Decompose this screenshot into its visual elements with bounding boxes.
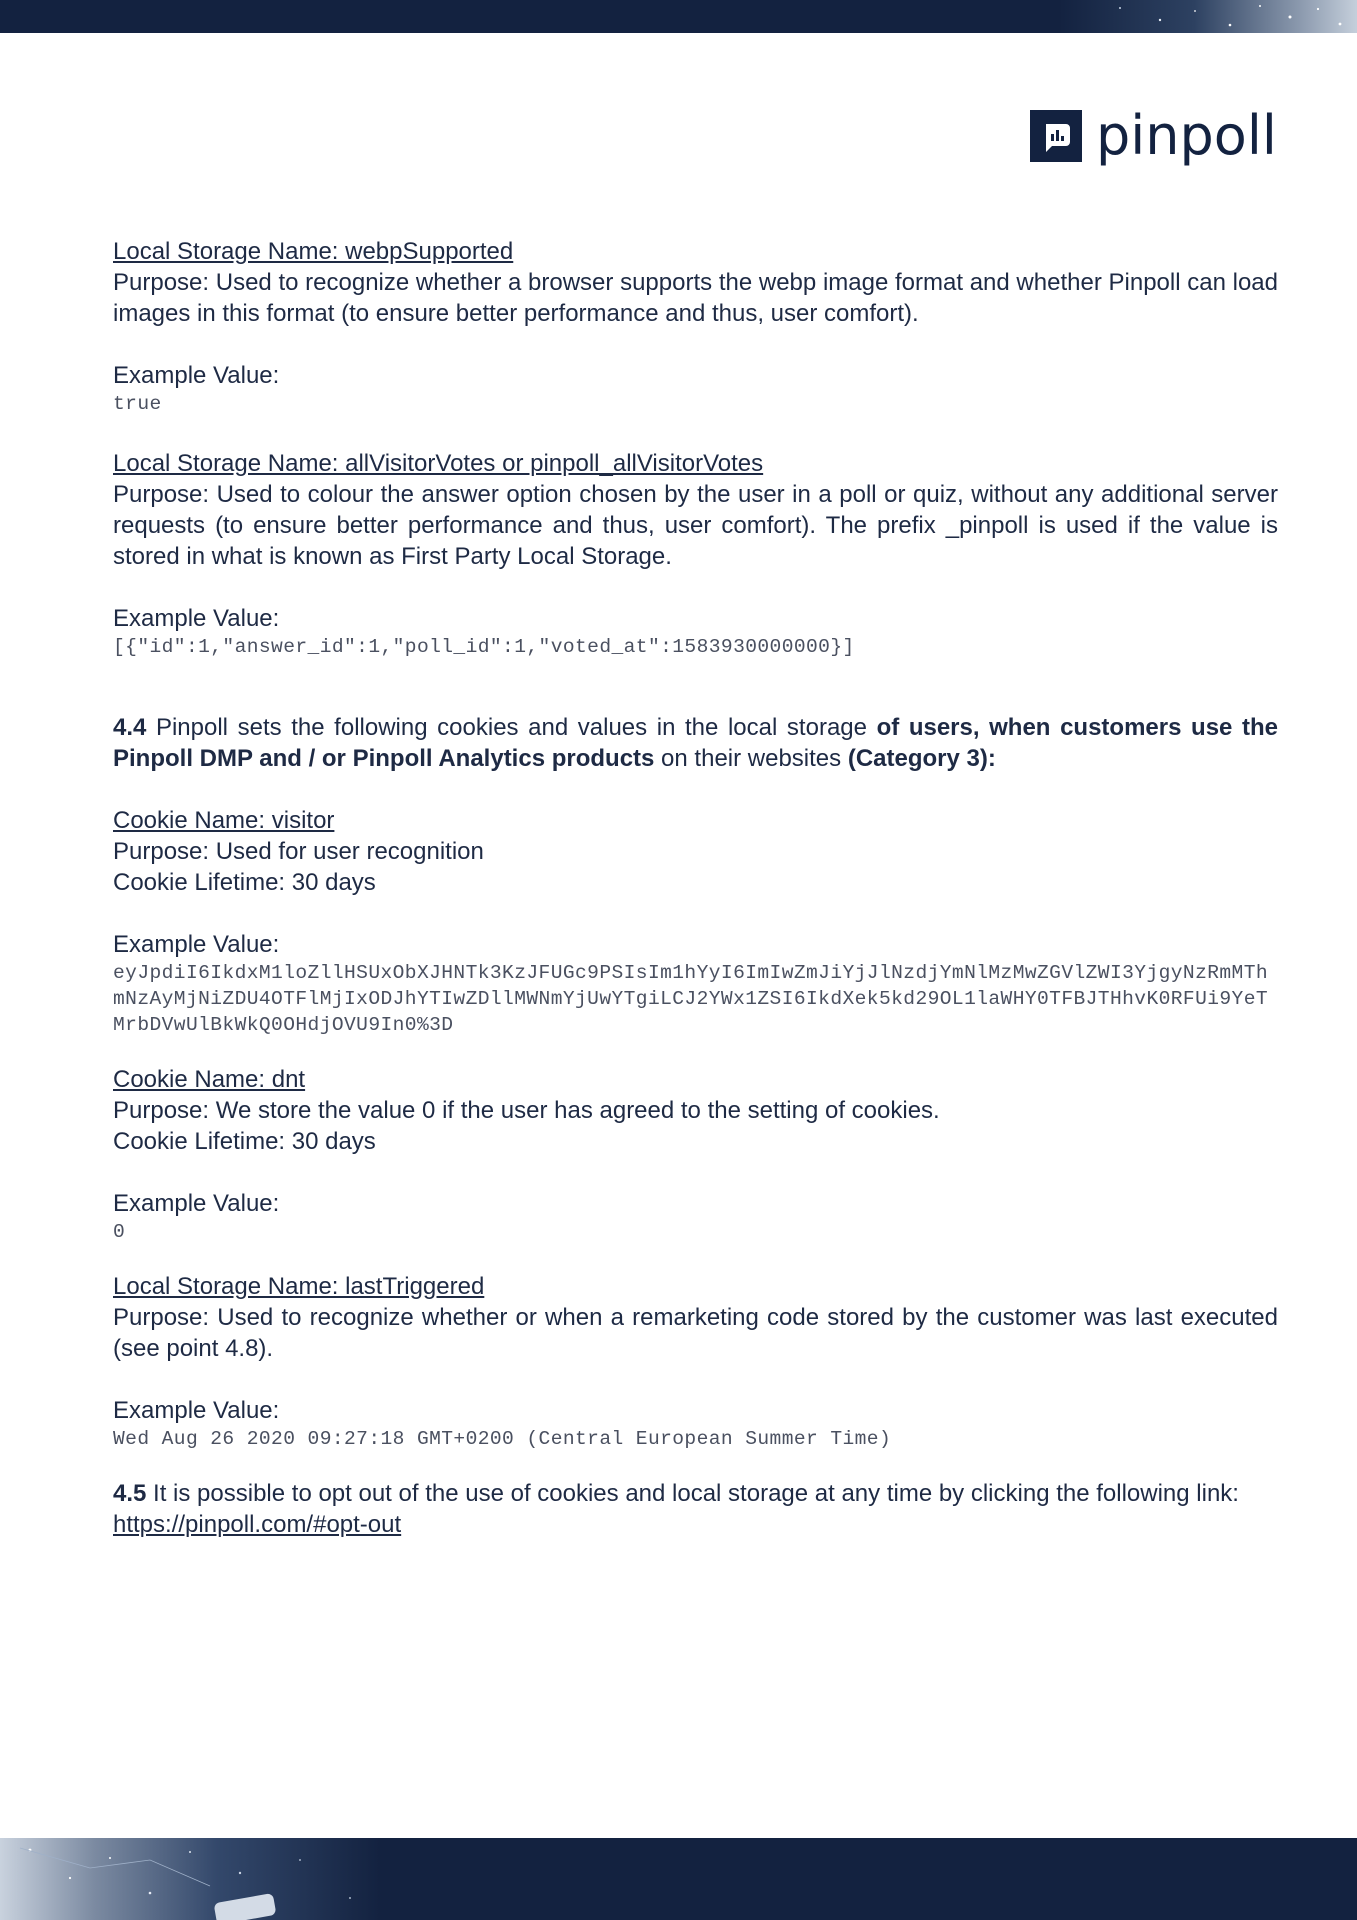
document-body <box>113 236 1278 1540</box>
block-heading: Local Storage Name: allVisitorVotes or pinpoll_allVisitorVotes <box>113 450 764 477</box>
block-heading: Local Storage Name: lastTriggered <box>113 1273 485 1300</box>
section-category: (Category 3): <box>847 745 996 772</box>
example-value: 0 <box>113 1221 126 1243</box>
block-lifetime: Cookie Lifetime: 30 days <box>113 1128 376 1155</box>
bar-chart-icon <box>1030 110 1082 162</box>
example-label: Example Value: <box>113 1190 280 1217</box>
block-purpose: Purpose: Used for user recognition <box>113 838 484 865</box>
section-4-4 <box>113 712 1278 774</box>
example-label: Example Value: <box>113 605 280 632</box>
example-label: Example Value: <box>113 362 280 389</box>
opt-out-link[interactable]: https://pinpoll.com/#opt-out <box>113 1511 402 1538</box>
example-label: Example Value: <box>113 931 280 958</box>
section-text: It is possible to opt out of the use of cookies and local storage at any time by clicking the following link: <box>146 1480 1239 1507</box>
section-number: 4.4 <box>113 714 147 741</box>
example-value: true <box>113 393 162 415</box>
block-heading: Local Storage Name: webpSupported <box>113 238 514 265</box>
section-number: 4.5 <box>113 1480 147 1507</box>
block-purpose: Purpose: We store the value 0 if the user has agreed to the setting of cookies. <box>113 1097 940 1124</box>
example-label: Example Value: <box>113 1397 280 1424</box>
block-purpose: Purpose: Used to colour the answer option chosen by the user in a poll or quiz, without any additional server requests (to ensure better performance and thus, user comfort). The prefix _pinpoll is used if the value is stored in what is known as First Party Local Storage. <box>113 481 1278 570</box>
section-text: Pinpoll sets the following cookies and values in the local storage <box>146 714 877 741</box>
example-value: eyJpdiI6IkdxM1loZllHSUxObXJHNTk3KzJFUGc9PSIsIm1hYyI6ImIwZmJiYjJlNzdjYmNlMzMwZGVlZWI3YjgyNzRmMThmNzAyMjNiZDU4OTFlMjIxODJhYTIwZDllMWNmYjUwYTgiLCJ2YWx1ZSI6IkdXek5kd29OL1laWHY0TFBJTHhvK0RFUi9YeTMrbDVwUlBkWkQ0OHdjOVU9In0%3D <box>113 962 1269 1036</box>
section-4-5 <box>113 1478 1278 1540</box>
section-text: on their websites <box>654 745 848 772</box>
brand-name: pinpoll <box>1096 104 1277 167</box>
block-heading: Cookie Name: dnt <box>113 1066 306 1093</box>
block-purpose: Purpose: Used to recognize whether a browser supports the webp image format and whether Pinpoll can load images in this format (to ensure better performance and thus, user comfort). <box>113 269 1278 327</box>
example-value: Wed Aug 26 2020 09:27:18 GMT+0200 (Central European Summer Time) <box>113 1428 892 1450</box>
brand-logo <box>1030 104 1277 167</box>
example-value: [{"id":1,"answer_id":1,"poll_id":1,"voted_at":1583930000000}] <box>113 636 855 658</box>
footer-stars-decoration <box>0 1838 1357 1920</box>
block-heading: Cookie Name: visitor <box>113 807 335 834</box>
block-lifetime: Cookie Lifetime: 30 days <box>113 869 376 896</box>
header-stars-decoration <box>0 0 1357 33</box>
block-purpose: Purpose: Used to recognize whether or when a remarketing code stored by the customer was last executed (see point 4.8). <box>113 1304 1278 1362</box>
section-emphasis: of users, when customers use the Pinpoll DMP and / or Pinpoll Analytics products <box>113 714 1278 772</box>
